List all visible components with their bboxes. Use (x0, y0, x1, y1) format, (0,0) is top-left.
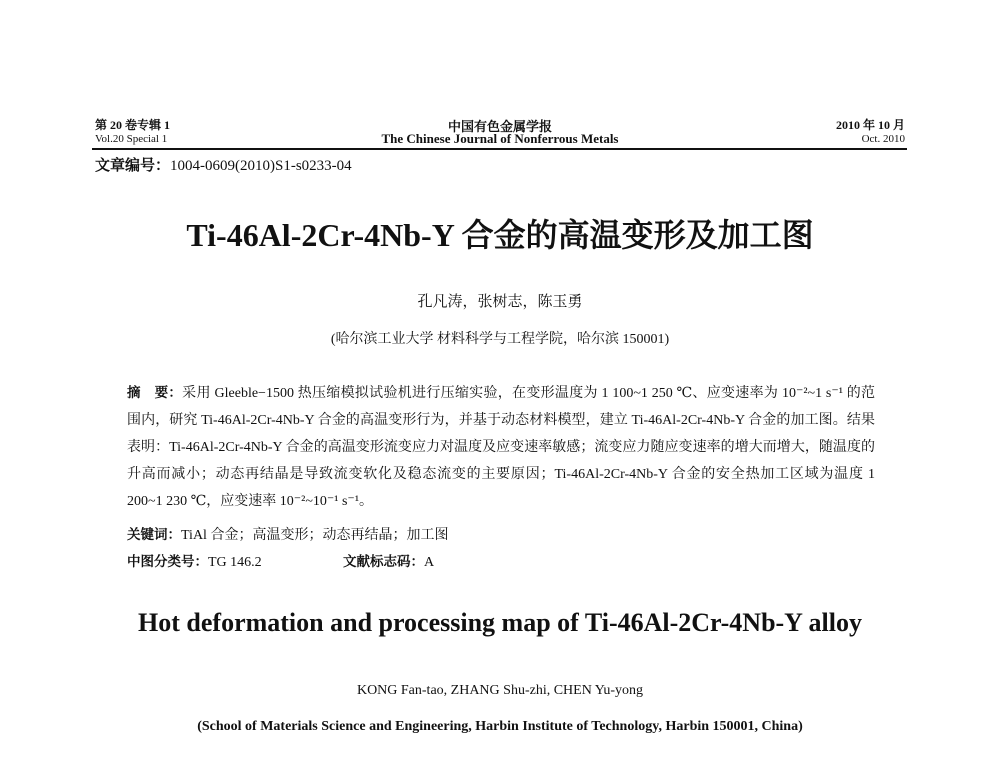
classification-value: TG 146.2 (208, 555, 262, 570)
keywords (127, 523, 448, 544)
journal-name-cn: 中国有色金属学报 (447, 119, 552, 134)
article-number-value: 1004-0609(2010)S1-s0233-04 (170, 158, 352, 174)
document-code-value: A (424, 555, 435, 570)
abstract (127, 380, 875, 515)
abstract-label: 摘 要： (127, 385, 183, 401)
classification-number (127, 550, 262, 571)
classification-label: 中图分类号： (127, 554, 208, 570)
document-code (343, 550, 434, 571)
header-rule (92, 148, 907, 150)
affiliation-cn: (哈尔滨工业大学 材料科学与工程学院，哈尔滨 150001) (330, 332, 670, 347)
abstract-text: 采用 Gleeble−1500 热压缩模拟试验机进行压缩实验，在变形温度为 1 100~1 250 ℃、应变速率为 10⁻²~1 s⁻¹ 的范围内，研究 Ti-46Al-2Cr-4Nb-Y 合金的高温变形行为，并基于动态材料模型，建立 Ti-46Al-2Cr-4Nb-Y 合金的加工图。结果表明：Ti-46Al-2Cr-4Nb-Y 合金的高温变形流变应力对温度及应变速率敏感；流变应力随应变速率的增大而增大，随温度的升高而减小；动态再结晶是导致流变软化及稳态流变的主要原因；Ti-46Al-2Cr-4Nb-Y 合金的安全热加工区域为温度 1 200~1 230 ℃，应变速率 10⁻²~10⁻¹ s⁻¹。 (127, 386, 876, 509)
volume-en: Vol.20 Special 1 (95, 133, 168, 145)
article-number (95, 154, 352, 175)
authors-cn: 孔凡涛，张树志，陈玉勇 (417, 294, 583, 310)
title-en: Hot deformation and processing map of Ti-46Al-2Cr-4Nb-Y alloy (138, 608, 862, 637)
volume-cn: 第 20 卷专辑 1 (95, 118, 171, 132)
authors-en: KONG Fan-tao, ZHANG Shu-zhi, CHEN Yu-yong (356, 683, 644, 698)
keywords-value: TiAl 合金；高温变形；动态再结晶；加工图 (181, 528, 449, 543)
keywords-label: 关键词： (127, 527, 181, 543)
affiliation-en: (School of Materials Science and Engineering, Harbin Institute of Technology, Harbin 150001, China) (197, 719, 803, 734)
article-number-label: 文章编号： (95, 156, 171, 174)
date-cn: 2010 年 10 月 (835, 118, 905, 132)
date-en: Oct. 2010 (861, 133, 905, 145)
document-code-label: 文献标志码： (343, 554, 424, 570)
title-cn: Ti-46Al-2Cr-4Nb-Y 合金的高温变形及加工图 (186, 217, 814, 253)
journal-name-en: The Chinese Journal of Nonferrous Metals (381, 131, 619, 146)
